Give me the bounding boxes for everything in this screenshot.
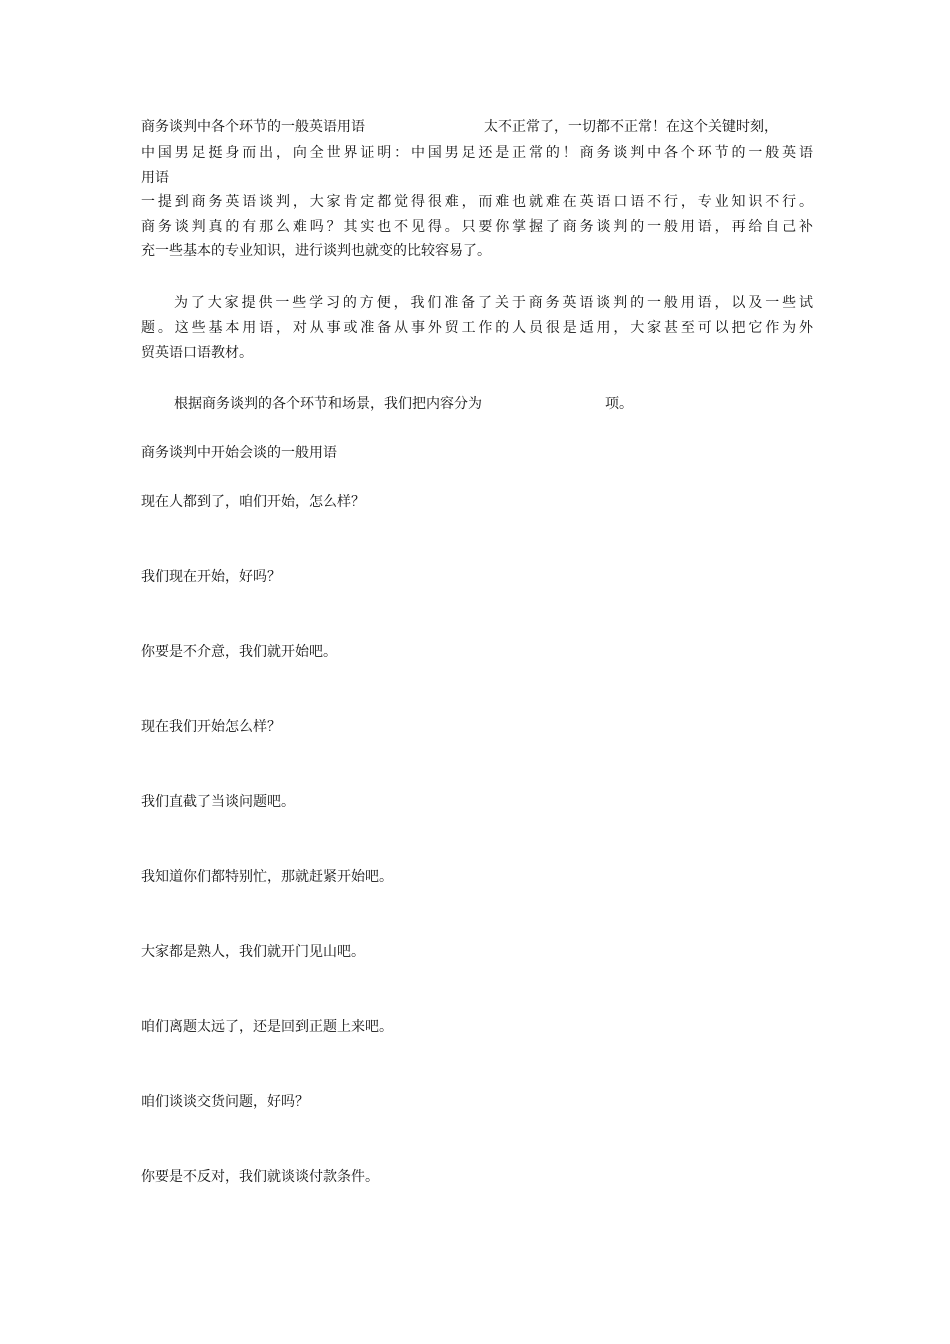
phrase-item: 咱们离题太远了，还是回到正题上来吧。: [141, 1019, 393, 1035]
intro-first-line: [141, 117, 813, 137]
phrase-item: 现在我们开始怎么样？: [141, 719, 281, 735]
para3-text-after: 项。: [605, 396, 633, 412]
document-title: 商务谈判中各个环节的一般英语用语: [141, 119, 365, 135]
intro-line-2: 中国男足挺身而出，向全世界证明：中国男足还是正常的！商务谈判中各个环节的一般英语: [141, 145, 813, 161]
section-title: 商务谈判中开始会谈的一般用语: [141, 445, 337, 461]
phrase-item: 咱们谈谈交货问题，好吗？: [141, 1094, 309, 1110]
phrase-item: 你要是不介意，我们就开始吧。: [141, 644, 337, 660]
para3-text-before: 根据商务谈判的各个环节和场景，我们把内容分为: [174, 396, 482, 412]
phrase-item: 大家都是熟人，我们就开门见山吧。: [141, 944, 365, 960]
phrase-item: 我知道你们都特别忙，那就赶紧开始吧。: [141, 869, 393, 885]
para3-line: [174, 394, 674, 414]
phrase-item: 我们现在开始，好吗？: [141, 569, 281, 585]
intro-line-6: 充一些基本的专业知识，进行谈判也就变的比较容易了。: [141, 243, 491, 259]
para2-line-3: 贸英语口语教材。: [141, 345, 253, 361]
para2-line-2: 题。这些基本用语，对从事或准备从事外贸工作的人员很是适用，大家甚至可以把它作为外: [141, 320, 813, 336]
phrase-item: 我们直截了当谈问题吧。: [141, 794, 295, 810]
phrase-item: 你要是不反对，我们就谈谈付款条件。: [141, 1169, 379, 1185]
para2-line-1: 为了大家提供一些学习的方便，我们准备了关于商务英语谈判的一般用语，以及一些试: [174, 295, 813, 311]
phrase-item: 现在人都到了，咱们开始，怎么样？: [141, 494, 365, 510]
intro-headline-tail: 太不正常了，一切都不正常！在这个关键时刻，: [484, 119, 778, 135]
intro-line-3: 用语: [141, 170, 169, 186]
intro-line-4: 一提到商务英语谈判，大家肯定都觉得很难，而难也就难在英语口语不行，专业知识不行。: [141, 194, 813, 210]
intro-line-5: 商务谈判真的有那么难吗？其实也不见得。只要你掌握了商务谈判的一般用语，再给自己补: [141, 219, 813, 235]
